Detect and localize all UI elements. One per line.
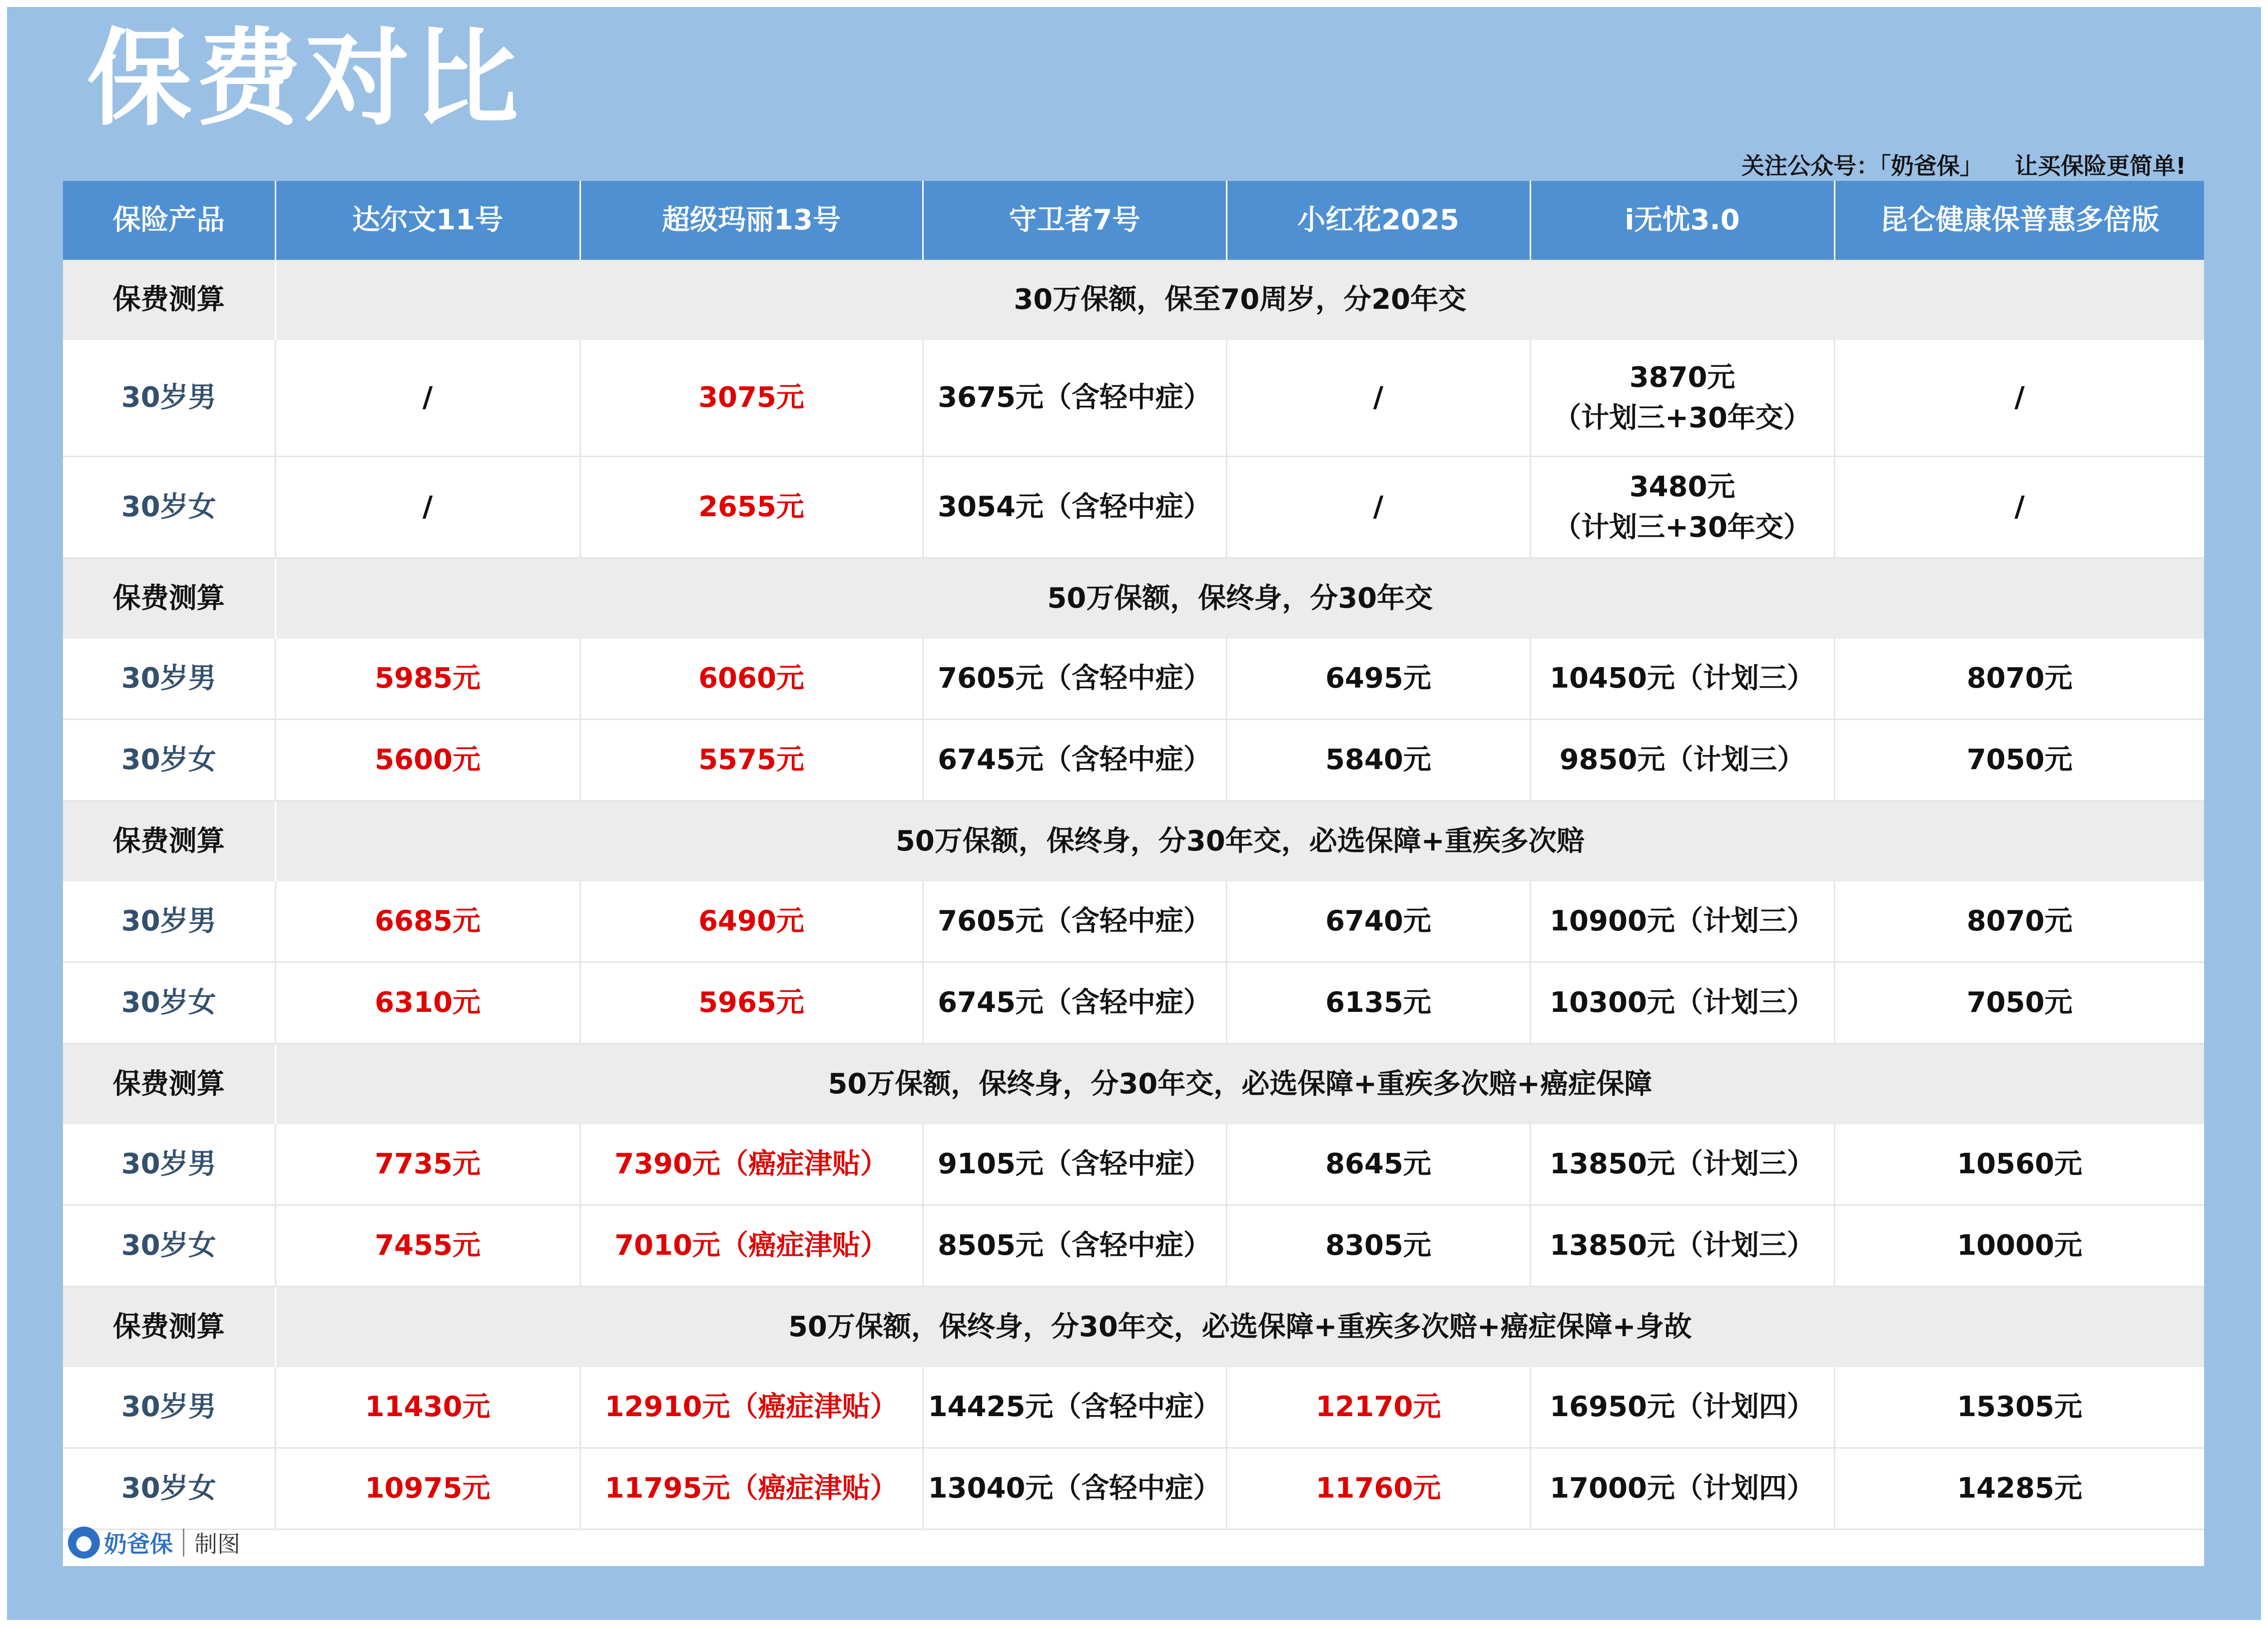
- table-row: [63, 1124, 2204, 1205]
- section-description: 50万保额，保终身，分30年交，必选保障+重疾多次赔+癌症保障+身故: [275, 1287, 2204, 1368]
- premium-cell: 5840元: [1226, 720, 1530, 801]
- table-body: [63, 260, 2204, 1530]
- row-label: 30岁男: [63, 340, 275, 457]
- slogan-text: 关注公众号：「奶爸保」 让买保险更简单!: [1741, 152, 2186, 179]
- row-label: 30岁女: [63, 1205, 275, 1287]
- premium-cell: /: [1834, 457, 2204, 558]
- premium-cell: 6745元（含轻中症）: [923, 720, 1226, 801]
- premium-cell: 12910元（癌症津贴）: [580, 1367, 923, 1448]
- premium-cell: 7605元（含轻中症）: [923, 639, 1226, 720]
- premium-cell: 7050元: [1834, 720, 2204, 801]
- section-description: 50万保额，保终身，分30年交，必选保障+重疾多次赔: [275, 801, 2204, 882]
- column-header-5: i无忧3.0: [1530, 181, 1834, 260]
- row-label: 30岁男: [63, 1124, 275, 1205]
- premium-cell: /: [275, 340, 580, 457]
- section-row: [63, 558, 2204, 639]
- premium-cell: 3675元（含轻中症）: [923, 340, 1226, 457]
- row-label: 30岁女: [63, 457, 275, 558]
- section-row: [63, 1044, 2204, 1125]
- table-row: [63, 720, 2204, 801]
- premium-cell: 7050元: [1834, 962, 2204, 1044]
- premium-cell: 10900元（计划三）: [1530, 881, 1834, 962]
- column-header-3: 守卫者7号: [923, 181, 1226, 260]
- table-row: [63, 1205, 2204, 1287]
- premium-cell: 9850元（计划三）: [1530, 720, 1834, 801]
- section-description: 50万保额，保终身，分30年交: [275, 558, 2204, 639]
- row-label: 30岁男: [63, 1367, 275, 1448]
- section-row: [63, 801, 2204, 882]
- row-label: 30岁男: [63, 639, 275, 720]
- section-row: [63, 260, 2204, 340]
- table-row: [63, 639, 2204, 720]
- premium-cell: 8645元: [1226, 1124, 1530, 1205]
- brand-logo-text: 奶爸保: [104, 1531, 173, 1558]
- premium-cell: 12170元: [1226, 1367, 1530, 1448]
- premium-cell: 14425元（含轻中症）: [923, 1367, 1226, 1448]
- premium-cell: /: [275, 457, 580, 558]
- premium-cell: 16950元（计划四）: [1530, 1367, 1834, 1448]
- premium-cell: 9105元（含轻中症）: [923, 1124, 1226, 1205]
- row-label: 30岁女: [63, 962, 275, 1044]
- premium-cell: 8505元（含轻中症）: [923, 1205, 1226, 1287]
- premium-cell: 7390元（癌症津贴）: [580, 1124, 923, 1205]
- premium-cell: 8305元: [1226, 1205, 1530, 1287]
- section-description: 30万保额，保至70周岁，分20年交: [275, 260, 2204, 340]
- row-label: 30岁女: [63, 720, 275, 801]
- row-label: 30岁男: [63, 881, 275, 962]
- premium-cell: 10975元: [275, 1448, 580, 1530]
- premium-cell: 7455元: [275, 1205, 580, 1287]
- section-label: 保费测算: [63, 801, 275, 882]
- premium-cell: /: [1834, 340, 2204, 457]
- premium-cell: 6310元: [275, 962, 580, 1044]
- premium-cell: 8070元: [1834, 639, 2204, 720]
- table-row: [63, 962, 2204, 1044]
- premium-cell: /: [1226, 457, 1530, 558]
- section-label: 保费测算: [63, 260, 275, 340]
- premium-cell: 3870元 （计划三+30年交）: [1530, 340, 1834, 457]
- premium-cell: 5985元: [275, 639, 580, 720]
- section-description: 50万保额，保终身，分30年交，必选保障+重疾多次赔+癌症保障: [275, 1044, 2204, 1125]
- premium-cell: 6745元（含轻中症）: [923, 962, 1226, 1044]
- brand-footer: [63, 1519, 2204, 1566]
- premium-cell: 3054元（含轻中症）: [923, 457, 1226, 558]
- premium-cell: 8070元: [1834, 881, 2204, 962]
- column-header-1: 达尔文11号: [275, 181, 580, 260]
- premium-cell: 17000元（计划四）: [1530, 1448, 1834, 1530]
- premium-cell: 7605元（含轻中症）: [923, 881, 1226, 962]
- premium-cell: 6490元: [580, 881, 923, 962]
- premium-cell: 13040元（含轻中症）: [923, 1448, 1226, 1530]
- premium-cell: 11760元: [1226, 1448, 1530, 1530]
- section-label: 保费测算: [63, 1287, 275, 1368]
- brand-divider: [183, 1529, 184, 1557]
- premium-cell: 5965元: [580, 962, 923, 1044]
- premium-cell: 6740元: [1226, 881, 1530, 962]
- premium-cell: 10560元: [1834, 1124, 2204, 1205]
- premium-cell: 15305元: [1834, 1367, 2204, 1448]
- brand-logo: [68, 1526, 173, 1559]
- page-title: 保费对比: [87, 17, 523, 140]
- row-label: 30岁女: [63, 1448, 275, 1530]
- table-row: [63, 1448, 2204, 1530]
- column-header-4: 小红花2025: [1226, 181, 1530, 260]
- premium-cell: 2655元: [580, 457, 923, 558]
- table-header-row: [63, 181, 2204, 260]
- premium-cell: 13850元（计划三）: [1530, 1124, 1834, 1205]
- premium-cell: 11795元（癌症津贴）: [580, 1448, 923, 1530]
- premium-cell: 5575元: [580, 720, 923, 801]
- section-label: 保费测算: [63, 558, 275, 639]
- premium-cell: 6685元: [275, 881, 580, 962]
- section-label: 保费测算: [63, 1044, 275, 1125]
- premium-cell: 7010元（癌症津贴）: [580, 1205, 923, 1287]
- table-row: [63, 457, 2204, 558]
- premium-cell: /: [1226, 340, 1530, 457]
- column-header-product: 保险产品: [63, 181, 275, 260]
- premium-cell: 10300元（计划三）: [1530, 962, 1834, 1044]
- mother-child-logo-icon: ●: [68, 1527, 100, 1559]
- brand-label: 制图: [194, 1531, 240, 1558]
- table-row: [63, 1367, 2204, 1448]
- premium-cell: 6060元: [580, 639, 923, 720]
- table-row: [63, 881, 2204, 962]
- premium-cell: 3075元: [580, 340, 923, 457]
- table-row: [63, 340, 2204, 457]
- premium-cell: 6135元: [1226, 962, 1530, 1044]
- premium-cell: 6495元: [1226, 639, 1530, 720]
- premium-cell: 11430元: [275, 1367, 580, 1448]
- comparison-sheet: [63, 181, 2204, 1566]
- premium-cell: 10000元: [1834, 1205, 2204, 1287]
- premium-cell: 5600元: [275, 720, 580, 801]
- premium-cell: 13850元（计划三）: [1530, 1205, 1834, 1287]
- premium-cell: 3480元 （计划三+30年交）: [1530, 457, 1834, 558]
- premium-cell: 7735元: [275, 1124, 580, 1205]
- premium-cell: 14285元: [1834, 1448, 2204, 1530]
- section-row: [63, 1287, 2204, 1368]
- column-header-2: 超级玛丽13号: [580, 181, 923, 260]
- premium-comparison-table: [63, 181, 2204, 1530]
- premium-cell: 10450元（计划三）: [1530, 639, 1834, 720]
- column-header-6: 昆仑健康保普惠多倍版: [1834, 181, 2204, 260]
